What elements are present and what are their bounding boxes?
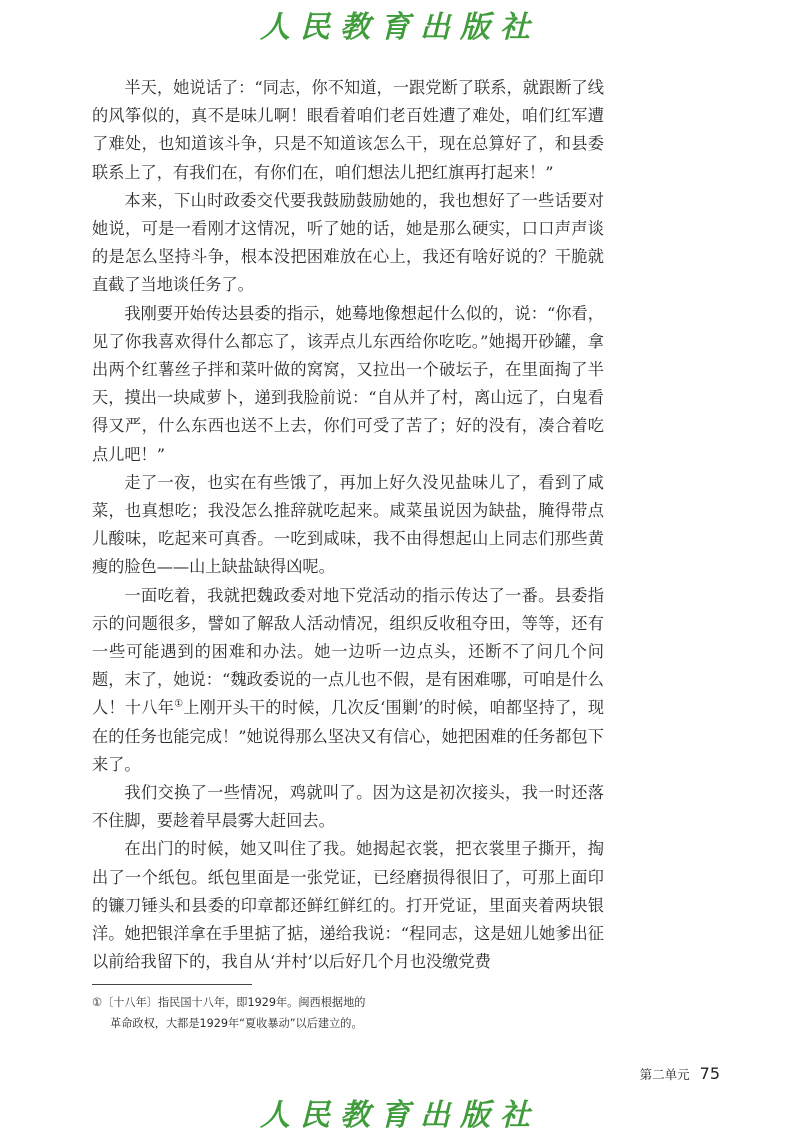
page-number: 75: [699, 1064, 720, 1083]
footnote-line-2: 革命政权，大都是1929年“夏收暴动”以后建立的。: [110, 1017, 363, 1030]
paragraph-7: 在出门的时候，她又叫住了我。她揭起衣裳，把衣裳里子撕开，掏出了一个纸包。纸包里面是一张党证，已经磨损得很旧了，可那上面印的镰刀锤头和县委的印章都还鲜红鲜红的。打开党证，里面夹着两块银洋。她把银洋拿在手里掂了掂，递给我说：“程同志，这是妞儿她爹出征以前给我留下的，我自从‘并村’以后好几个月也没缴党费: [92, 839, 604, 972]
paragraph-5: [92, 582, 604, 779]
paragraph-1: 半天，她说话了：“同志，你不知道，一跟党断了联系，就跟断了线的风筝似的，真不是味儿啊！眼看着咱们老百姓遭了难处，咱们红军遭了难处，也知道该斗争，只是不知道该怎么干，现在总算好了，和县委联系上了，有我们在，有你们在，咱们想法儿把红旗再打起来！”: [92, 78, 604, 182]
footnote-divider: [92, 984, 252, 985]
footnote-reference-marker[interactable]: ①: [174, 699, 184, 711]
publisher-watermark-top: 人民教育出版社: [260, 10, 540, 45]
paragraph-6: 我们交换了一些情况，鸡就叫了。因为这是初次接头，我一时还落不住脚，要趁着早晨雾大赶回去。: [92, 783, 604, 831]
paragraph-4: 走了一夜，也实在有些饿了，再加上好久没见盐味儿了，看到了咸菜，也真想吃；我没怎么推辞就吃起来。咸菜虽说因为缺盐，腌得带点儿酸味，吃起来可真香。一吃到咸味，我不由得想起山上同志们那些黄瘦的脸色——山上缺盐缺得凶呢。: [92, 472, 604, 577]
footnote-marker: ①: [92, 996, 103, 1009]
footnote: [92, 992, 604, 1034]
footnote-text-1: 〔十八年〕指民国十八年，即1929年。闽西根据地的: [102, 996, 366, 1009]
publisher-watermark-bottom: 人民教育出版社: [260, 1098, 540, 1133]
body-text: [92, 74, 604, 977]
footnote-line-1: [92, 992, 604, 1013]
page-footer: [640, 1064, 720, 1083]
paragraph-5-text-b: 上刚开头干的时候，几次反‘围剿’的时候，咱都坚持了，现在的任务也能完成！”她说得那么坚决又有信心，她把困难的任务都包下来了。: [92, 698, 605, 774]
paragraph-2: 本来，下山时政委交代要我鼓励鼓励她的，我也想好了一些话要对她说，可是一看刚才这情况，听了她的话，她是那么硬实，口口声声谈的是怎么坚持斗争，根本没把困难放在心上，我还有啥好说的？干脆就直截了当地谈任务了。: [92, 190, 604, 295]
unit-label: 第二单元: [639, 1067, 690, 1082]
paragraph-3: 我刚要开始传达县委的指示，她蓦地像想起什么似的，说：“你看，见了你我喜欢得什么都忘了，该弄点儿东西给你吃吃。”她揭开砂罐，拿出两个红薯丝子拌和菜叶做的窝窝，又拉出一个破坛子，在里面掏了半天，摸出一块咸萝卜，递到我脸前说：“自从并了村，离山远了，白鬼看得又严，什么东西也送不上去，你们可受了苦了；好的没有，凑合着吃点儿吧！”: [92, 303, 604, 464]
paragraph-5-text-a: 一面吃着，我就把魏政委对地下党活动的指示传达了一番。县委指示的问题很多，譬如了解敌人活动情况，组织反收租夺田，等等，还有一些可能遇到的困难和办法。她一边听一边点头，还断不了问几个问题，末了，她说：“魏政委说的一点儿也不假，是有困难哪，可咱是什么人！十八年: [92, 585, 604, 718]
